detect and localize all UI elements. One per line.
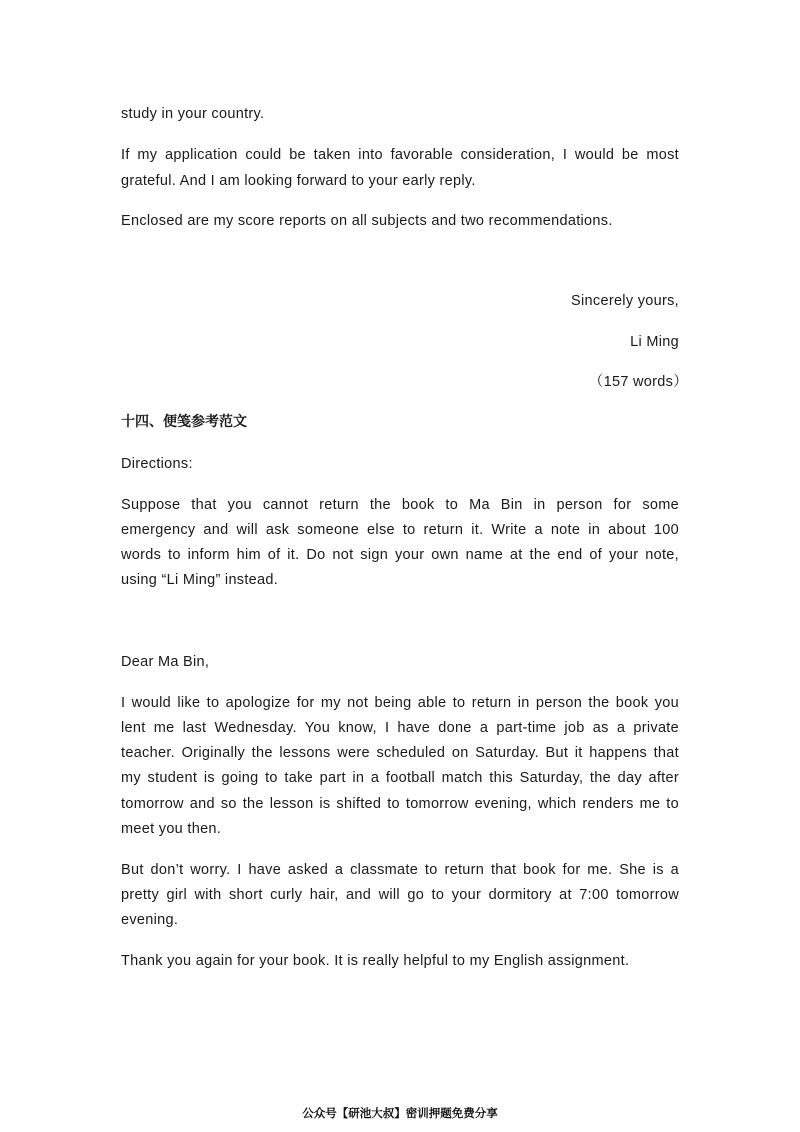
directions-line: words to inform him of it. Do not sign your own name at the end of your note, [121,547,679,563]
letter-signature: Li Ming [630,334,679,350]
note-paragraph-line: evening. [121,912,179,928]
page-footer: 公众号【研池大叔】密训押题免费分享 [302,1106,498,1120]
note-paragraph-line: tomorrow and so the lesson is shifted to tomorrow evening, which renders me to [121,796,679,812]
note-paragraph-line: my student is going to take part in a football match this Saturday, the day after [121,770,679,786]
word-count: （157 words） [588,374,688,390]
note-salutation: Dear Ma Bin, [121,654,210,670]
section-heading: 十四、便笺参考范文 [121,414,247,430]
directions-line: Suppose that you cannot return the book to Ma Bin in person for some [121,497,679,513]
directions-label: Directions: [121,456,193,472]
directions-line: emergency and will ask someone else to return it. Write a note in about 100 [121,522,679,538]
letter-body-line: If my application could be taken into favorable consideration, I would be most [121,147,679,163]
note-paragraph-line: I would like to apologize for my not being able to return in person the book you [121,695,679,711]
note-paragraph-line: teacher. Originally the lessons were scheduled on Saturday. But it happens that [121,745,679,761]
note-paragraph-line: pretty girl with short curly hair, and will go to your dormitory at 7:00 tomorrow [121,887,679,903]
letter-body-line: grateful. And I am looking forward to your early reply. [121,173,476,189]
note-paragraph-line: meet you then. [121,821,222,837]
note-paragraph-line: Thank you again for your book. It is really helpful to my English assignment. [121,953,630,969]
note-paragraph-line: But don’t worry. I have asked a classmate to return that book for me. She is a [121,862,679,878]
note-paragraph-line: lent me last Wednesday. You know, I have done a part-time job as a private [121,720,679,736]
directions-line: using “Li Ming” instead. [121,572,279,588]
letter-body-line: study in your country. [121,106,265,122]
letter-body-line: Enclosed are my score reports on all subjects and two recommendations. [121,213,613,229]
letter-closing: Sincerely yours, [571,293,679,309]
